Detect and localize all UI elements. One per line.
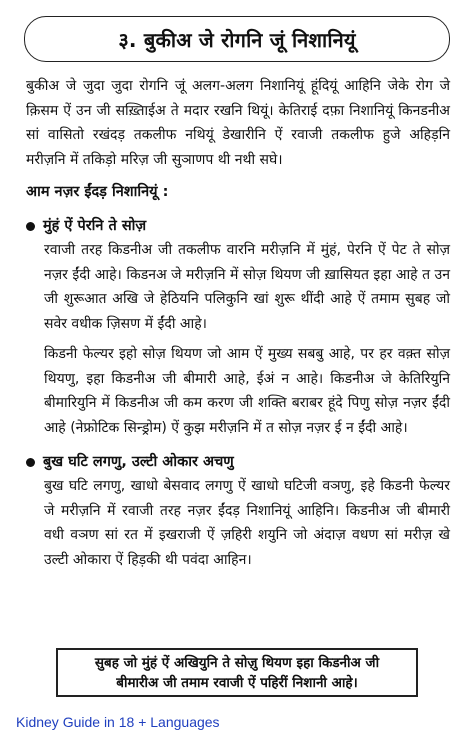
bullet-icon — [26, 222, 35, 231]
highlight-note-box — [56, 648, 418, 697]
chapter-title: ३. बुकीअ जे रोगनि जूं निशानियूं — [24, 16, 450, 62]
intro-paragraph: बुकीअ जे जुदा जुदा रोगनि जूं अलग-अलग निशानियूं हूंदियूं आहिनि जेके रोग जे क़िसम ऐं उन जी सख़्तिाईअ ते मदार रखनि थियूं। केतिराई दफ़ा निशानियूं किनडनीअ सां वासितो रखंदड़ तकलीफ नथियूं डेखारीनि ऐं रवाजी तकलीफ हुजे अहिड़नि मरीज़नि में तकिड़ो मरिज़ जी सुञाणप थी नथी सघे। — [26, 78, 450, 168]
bullet-appetite-label: बुख घटि लगणु, उल्टी ओकार अचणु — [43, 454, 234, 470]
swelling-paragraph-2: किडनी फेल्यर इहो सोज़ थियण जो आम ऐं मुख्य सबबु आहे, पर हर वक़्त सोज़ थियणु, इहा किडनीअ जी बीमारी आहे, ईअं न आहे। किडनीअ जे केतिरियुनि बीमारियुनि में किडनीअ जी कम करण जी शक्ति बराबर हूंदे पिणु सोज़ नज़र ईंदी आहे (नेफ्रोटिक सिन्ड्रोम) ऐं कुझ मरीज़नि में त सोज़ नज़र ई न ईंदी आहे। — [44, 346, 450, 436]
main-content — [26, 74, 450, 572]
bullet-appetite-heading — [26, 450, 450, 474]
bullet-swelling-heading — [26, 214, 450, 238]
appetite-paragraph-1: बुख घटि लगणु, खाधो बेसवाद लगणु ऐं खाधो घटिजी वञणु, इहे किडनी फेल्यर जे मरीज़नि में रवाजी तरह नज़र ईंदड़ निशानियूं आहिनि। किडनीअ जी बीमारी वधी वञण सां रत में इखराजी ऐं ज़हिरी शयुनि जो अंदाज़ वधण सां मरीज़ खे उल्टी ओकारा ऐं हिड़की थी पवंदा आहिन। — [44, 478, 450, 568]
swelling-paragraph-1: रवाजी तरह किडनीअ जी तकलीफ वारनि मरीज़नि में मुंहं, पेरनि ऐं पेट ते सोज़ नज़र ईंदी आहे। किडनअ जे मरीज़नि में सोज़ थियण जी ख़ासियत इहा आहे त उन जी शुरूआत अखि जे हेठियनि पलिकुनि खां शुरू थींदी आहे ऐं तमाम सुबह जो सवेर वधीक ज़िसण में ईंदी आहे। — [44, 242, 450, 332]
bullet-appetite-body — [26, 474, 450, 572]
common-symptoms-heading: आम नज़र ईंदड़ निशानियूं : — [26, 184, 169, 200]
bullet-swelling-label: मुंहं ऐं पेरनि ते सोज़ — [43, 218, 147, 234]
bullet-icon — [26, 458, 35, 467]
note-line-2: बीमारीअ जी तमाम रवाजी ऐं पहिरीं निशानी आहे। — [116, 674, 358, 691]
footer-text: Kidney Guide in 18 + Languages — [16, 714, 220, 730]
bullet-swelling-body — [26, 238, 450, 440]
note-line-1: सुबह जो मुंहं ऐं अखियुनि ते सोज़ु थियण इहा किडनीअ जी — [94, 654, 380, 671]
